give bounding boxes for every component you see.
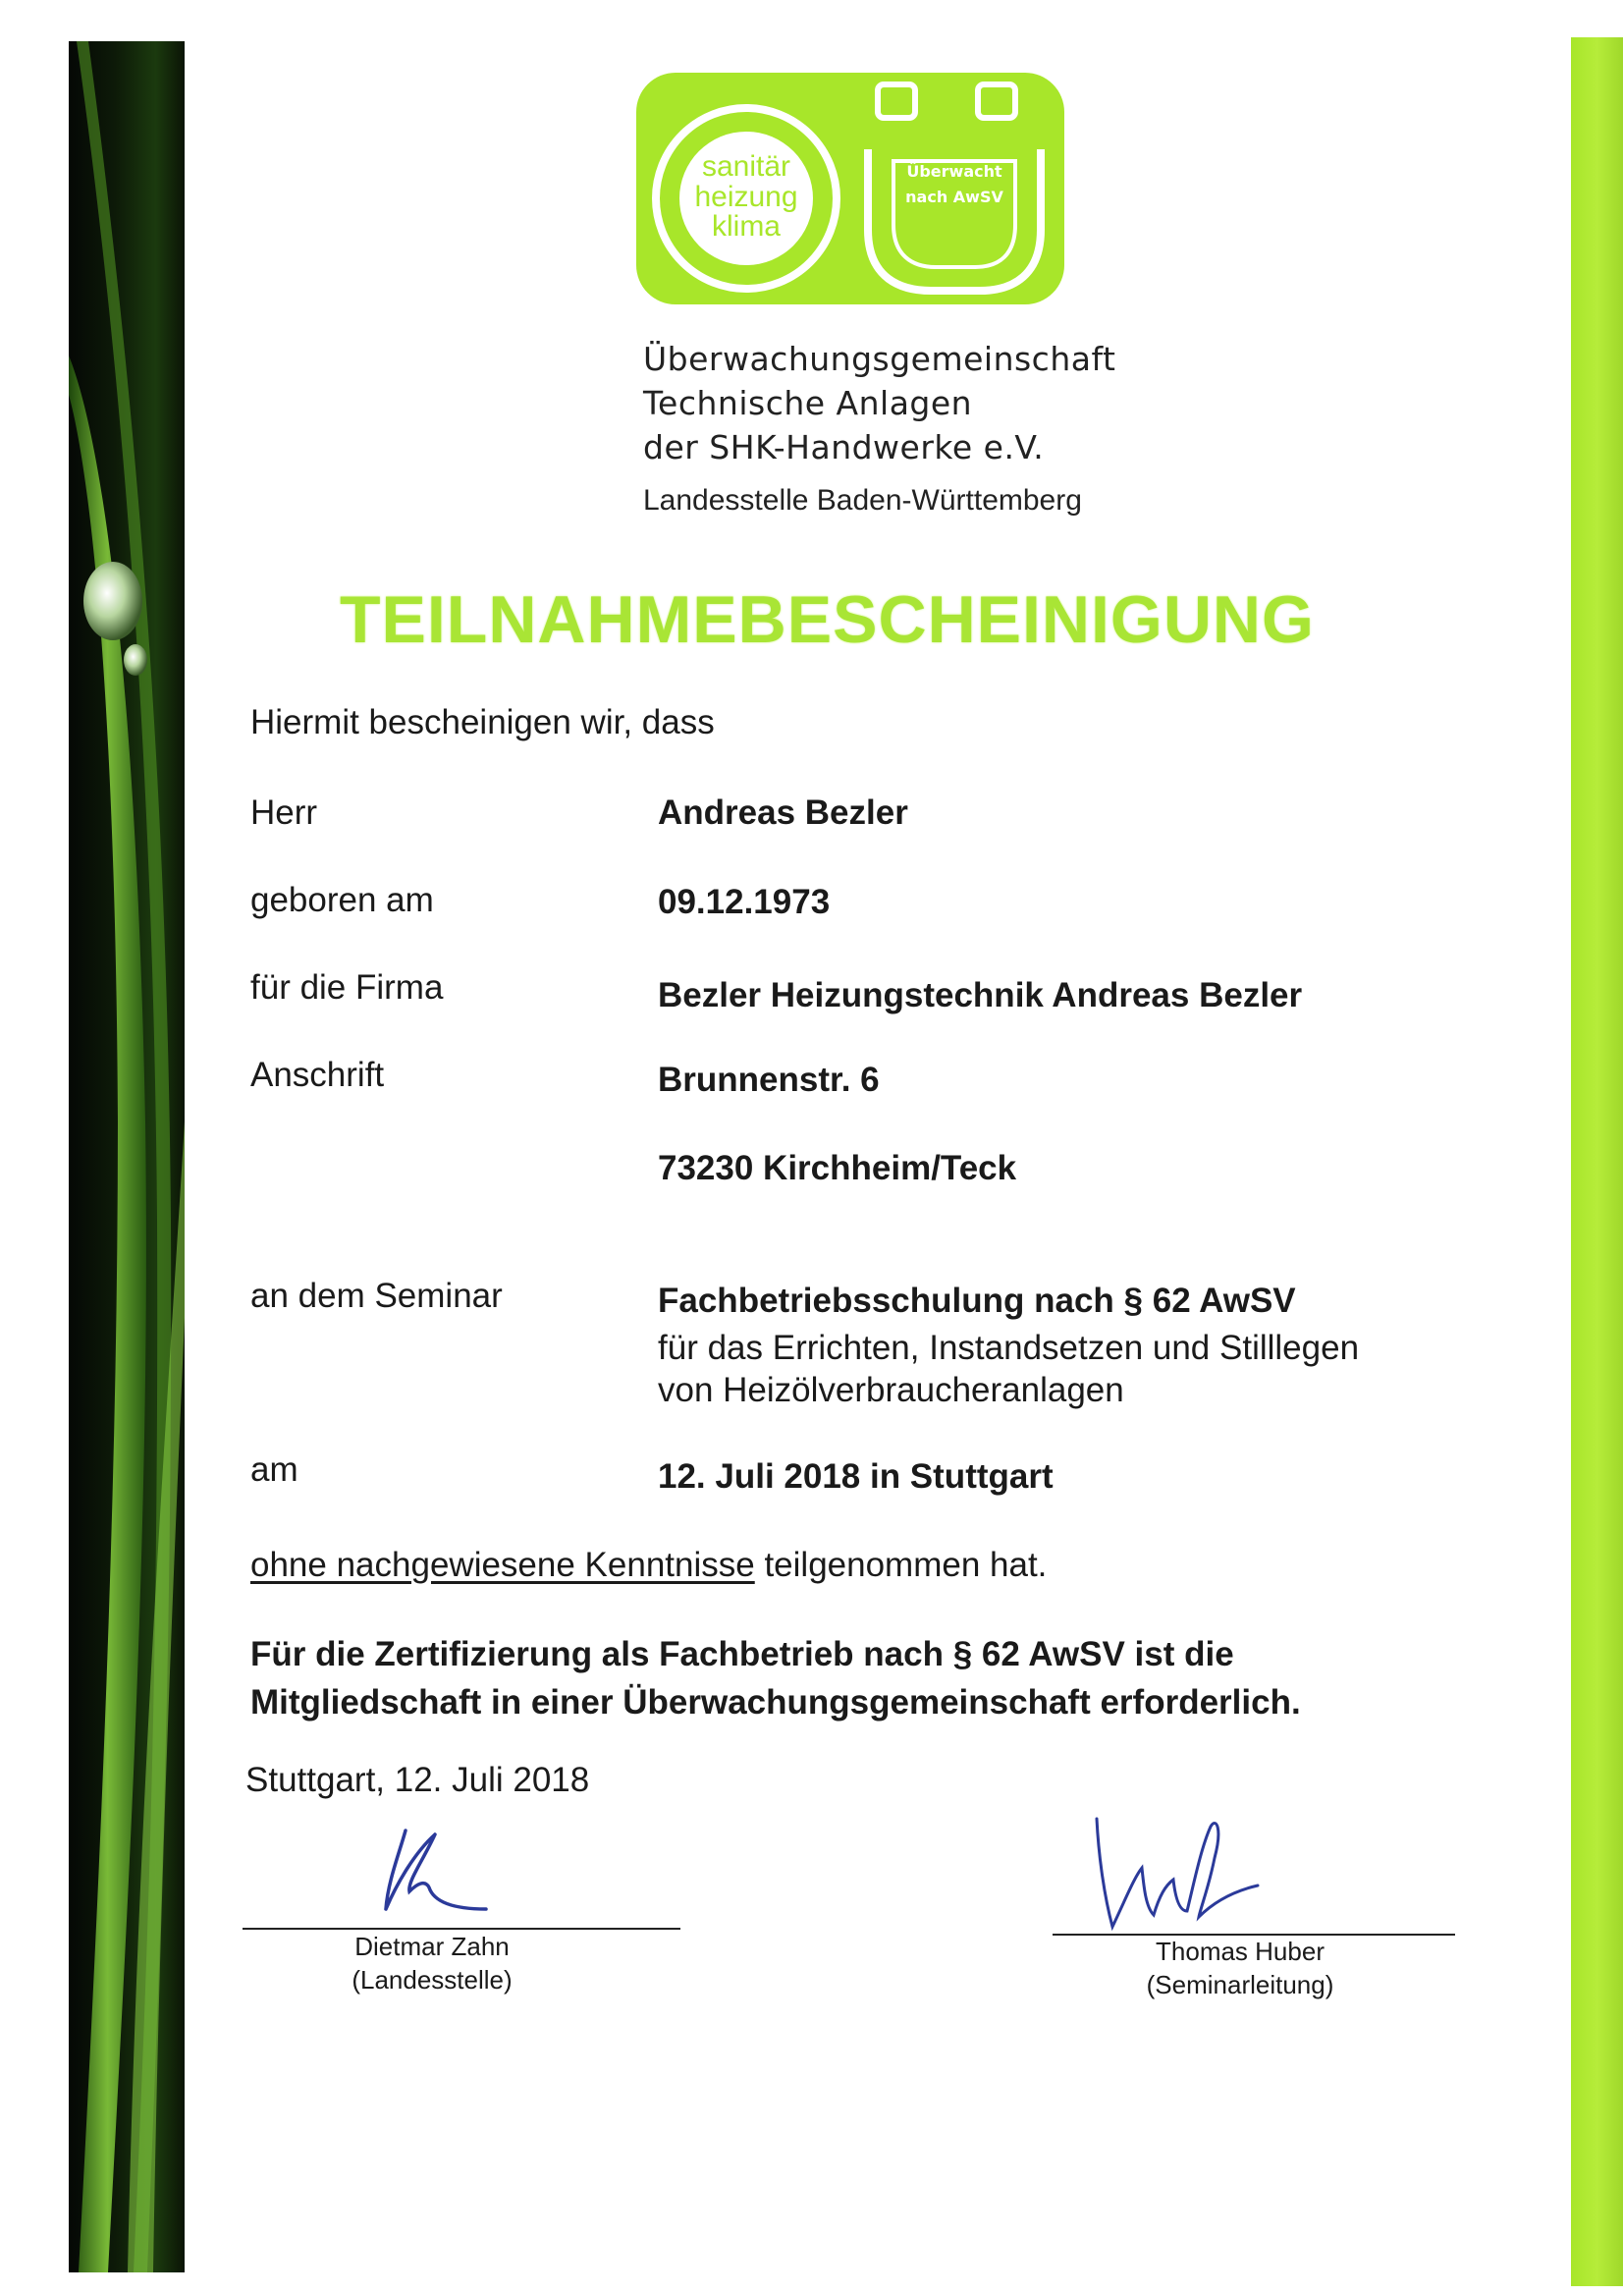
handwritten-signature-right — [1085, 1809, 1262, 1937]
participation-rest: teilgenommen hat. — [754, 1546, 1048, 1584]
signatory-right-role: (Seminarleitung) — [1146, 1970, 1334, 1999]
participant-name: Andreas Bezler — [658, 793, 908, 832]
participation-qualifier: ohne nachgewiesene Kenntnisse — [250, 1546, 755, 1584]
address-label: Anschrift — [250, 1056, 385, 1094]
signature-right — [1085, 1809, 1262, 1937]
signature-line-left — [243, 1928, 680, 1930]
seminar-label: an dem Seminar — [250, 1277, 503, 1315]
address-street: Brunnenstr. 6 — [658, 1061, 880, 1099]
decorative-green-strip — [1571, 37, 1623, 2286]
logo-word-4: Überwacht — [906, 162, 1002, 181]
decorative-grass-strip — [69, 41, 185, 2272]
shk-logo — [636, 73, 1064, 304]
seminar-description-1: für das Errichten, Instandsetzen und Stilllegen — [658, 1329, 1360, 1367]
logo-word-2: heizung — [694, 181, 798, 213]
signature-line-right — [1053, 1934, 1455, 1936]
org-name-line-3: der SHK-Handwerke e.V. — [643, 428, 1045, 466]
seminar-date: 12. Juli 2018 in Stuttgart — [658, 1457, 1054, 1496]
seminar-title: Fachbetriebsschulung nach § 62 AwSV — [658, 1282, 1296, 1320]
logo-word-1: sanitär — [701, 150, 791, 183]
signature-left — [378, 1823, 496, 1921]
company-label: für die Firma — [250, 968, 444, 1007]
certification-notice-line-2: Mitgliedschaft in einer Überwachungsgemeinschaft erforderlich. — [250, 1683, 1301, 1722]
place-and-date: Stuttgart, 12. Juli 2018 — [245, 1761, 590, 1799]
logo-word-3: klima — [711, 210, 782, 243]
handwritten-signature-left — [378, 1823, 496, 1921]
certificate-title: TEILNAHMEBESCHEINIGUNG — [340, 582, 1315, 657]
landesstelle-label: Landesstelle Baden-Württemberg — [643, 484, 1082, 517]
signatory-right-name: Thomas Huber — [1156, 1937, 1325, 1966]
date-label: am — [250, 1450, 298, 1489]
anrede-label: Herr — [250, 793, 318, 832]
org-name-line-1: Überwachungsgemeinschaft — [643, 340, 1116, 378]
logo-word-5: nach AwSV — [905, 188, 1003, 206]
signatory-left-role: (Landesstelle) — [352, 1965, 513, 1995]
birth-date: 09.12.1973 — [658, 883, 831, 921]
participation-sentence — [250, 1546, 1047, 1585]
org-name-line-2: Technische Anlagen — [643, 384, 973, 422]
certification-notice-line-1: Für die Zertifizierung als Fachbetrieb nach § 62 AwSV ist die — [250, 1635, 1234, 1673]
intro-text: Hiermit bescheinigen wir, dass — [250, 703, 715, 741]
grass-blade-image — [69, 41, 185, 2272]
address-city: 73230 Kirchheim/Teck — [658, 1149, 1017, 1187]
seminar-description-2: von Heizölverbraucheranlagen — [658, 1371, 1124, 1409]
signatory-left-name: Dietmar Zahn — [354, 1932, 510, 1961]
born-label: geboren am — [250, 881, 434, 919]
company-name: Bezler Heizungstechnik Andreas Bezler — [658, 976, 1303, 1014]
logo-graphic — [636, 73, 1064, 304]
